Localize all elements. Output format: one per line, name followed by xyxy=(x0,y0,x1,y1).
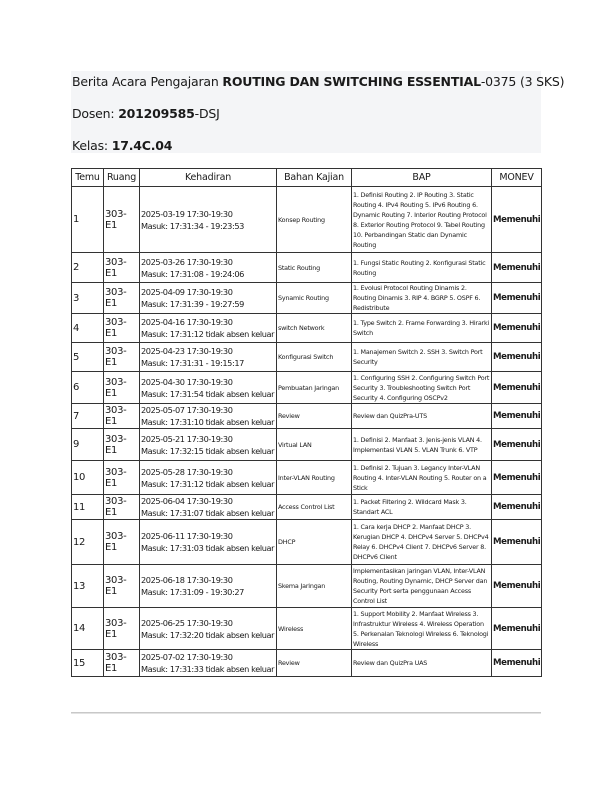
kehadiran-schedule: 2025-03-26 17:30-19:30 xyxy=(141,256,233,267)
title-prefix: Berita Acara Pengajaran xyxy=(72,74,223,89)
cell-bap: Review dan QuizPra-UTS xyxy=(352,404,492,429)
kehadiran-checkin: Masuk: 17:31:54 tidak absen keluar xyxy=(141,388,275,399)
table-row xyxy=(72,520,542,565)
kehadiran-checkin: Masuk: 17:31:09 - 19:30:27 xyxy=(141,587,244,597)
kehadiran-checkin: Masuk: 17:31:31 - 19:15:17 xyxy=(141,358,244,368)
cell-monev: Memenuhi xyxy=(492,343,542,372)
cell-kehadiran xyxy=(140,187,277,253)
cell-ruang: 303-E1 xyxy=(104,650,140,677)
cell-bahan-kajian: DHCP xyxy=(277,520,352,565)
cell-kehadiran xyxy=(140,429,277,461)
class-line xyxy=(72,138,172,153)
cell-bap: 1. Configuring SSH 2. Configuring Switch Port Security 3. Troubleshooting Switch Port Security 4. Configuring OSCPv2 xyxy=(352,372,492,404)
cell-kehadiran xyxy=(140,461,277,495)
kehadiran-schedule: 2025-04-30 17:30-19:30 xyxy=(141,376,233,387)
attendance-table xyxy=(71,168,542,677)
table-row xyxy=(72,461,542,495)
title-line xyxy=(72,74,564,89)
cell-temu: 10 xyxy=(72,461,104,495)
cell-kehadiran xyxy=(140,608,277,650)
kehadiran-schedule: 2025-03-19 17:30-19:30 xyxy=(141,208,233,219)
col-header-monev: MONEV xyxy=(492,169,542,187)
table-row xyxy=(72,253,542,283)
kehadiran-schedule: 2025-05-28 17:30-19:30 xyxy=(141,466,233,477)
cell-temu: 7 xyxy=(72,404,104,429)
footer-divider xyxy=(71,712,541,713)
cell-bap: 1. Evolusi Protocol Routing Dinamis 2. Routing Dinamis 3. RIP 4. BGRP 5. OSPF 6. Redistribute xyxy=(352,283,492,314)
kehadiran-checkin: Masuk: 17:31:12 tidak absen keluar xyxy=(141,329,275,339)
kehadiran-schedule: 2025-04-16 17:30-19:30 xyxy=(141,317,233,327)
cell-monev: Memenuhi xyxy=(492,404,542,429)
cell-bap: Review dan QuizPra UAS xyxy=(352,650,492,677)
cell-temu: 12 xyxy=(72,520,104,565)
cell-temu: 11 xyxy=(72,495,104,520)
cell-bahan-kajian: Skema Jaringan xyxy=(277,565,352,608)
cell-kehadiran xyxy=(140,565,277,608)
cell-bahan-kajian: Synamic Routing xyxy=(277,283,352,314)
kehadiran-schedule: 2025-06-18 17:30-19:30 xyxy=(141,575,233,585)
cell-kehadiran xyxy=(140,372,277,404)
cell-ruang: 303-E1 xyxy=(104,608,140,650)
cell-bap: 1. Support Mobility 2. Manfaat Wireless 3. Infrastruktur Wireless 4. Wireless Operation 5. Perkenalan Teknologi Wireless 6. Teknologi Wireless xyxy=(352,608,492,650)
table-row xyxy=(72,565,542,608)
table-header-row xyxy=(72,169,542,187)
cell-ruang: 303-E1 xyxy=(104,520,140,565)
cell-ruang: 303-E1 xyxy=(104,429,140,461)
class-value: 17.4C.04 xyxy=(111,138,173,153)
table-row xyxy=(72,608,542,650)
kehadiran-checkin: Masuk: 17:31:10 tidak absen keluar xyxy=(141,417,275,427)
lecturer-suffix: -DSJ xyxy=(194,106,220,121)
cell-bahan-kajian: Virtual LAN xyxy=(277,429,352,461)
table-row xyxy=(72,283,542,314)
cell-bahan-kajian: Access Control List xyxy=(277,495,352,520)
table-row xyxy=(72,314,542,343)
kehadiran-schedule: 2025-04-23 17:30-19:30 xyxy=(141,346,233,356)
cell-monev: Memenuhi xyxy=(492,608,542,650)
cell-ruang: 303-E1 xyxy=(104,565,140,608)
kehadiran-checkin: Masuk: 17:31:39 - 19:27:59 xyxy=(141,299,244,309)
kehadiran-schedule: 2025-06-25 17:30-19:30 xyxy=(141,617,233,628)
cell-ruang: 303-E1 xyxy=(104,314,140,343)
course-code: -0375 (3 SKS) xyxy=(480,74,565,89)
cell-temu: 14 xyxy=(72,608,104,650)
kehadiran-checkin: Masuk: 17:32:20 tidak absen keluar xyxy=(141,629,275,640)
cell-monev: Memenuhi xyxy=(492,495,542,520)
cell-monev: Memenuhi xyxy=(492,565,542,608)
kehadiran-checkin: Masuk: 17:31:03 tidak absen keluar xyxy=(141,543,275,553)
cell-monev: Memenuhi xyxy=(492,461,542,495)
lecturer-label: Dosen: xyxy=(72,106,119,121)
cell-bahan-kajian: switch Network xyxy=(277,314,352,343)
cell-bap: 1. Type Switch 2. Frame Forwarding 3. Hirarki Switch xyxy=(352,314,492,343)
cell-ruang: 303-E1 xyxy=(104,461,140,495)
cell-bap: 1. Packet Filtering 2. Wildcard Mask 3. Standart ACL xyxy=(352,495,492,520)
cell-bahan-kajian: Review xyxy=(277,404,352,429)
cell-kehadiran xyxy=(140,283,277,314)
table-row xyxy=(72,404,542,429)
cell-temu: 3 xyxy=(72,283,104,314)
cell-ruang: 303-E1 xyxy=(104,495,140,520)
table-row xyxy=(72,187,542,253)
cell-kehadiran xyxy=(140,314,277,343)
cell-monev: Memenuhi xyxy=(492,650,542,677)
cell-bap: 1. Definisi 2. Tujuan 3. Legancy Inter-VLAN Routing 4. Inter-VLAN Routing 5. Router on a Stick xyxy=(352,461,492,495)
cell-bahan-kajian: Konfigurasi Switch xyxy=(277,343,352,372)
cell-kehadiran xyxy=(140,343,277,372)
cell-kehadiran xyxy=(140,520,277,565)
kehadiran-schedule: 2025-04-09 17:30-19:30 xyxy=(141,287,233,297)
table-row xyxy=(72,429,542,461)
cell-monev: Memenuhi xyxy=(492,283,542,314)
cell-bahan-kajian: Wireless xyxy=(277,608,352,650)
cell-monev: Memenuhi xyxy=(492,314,542,343)
table-row xyxy=(72,372,542,404)
kehadiran-checkin: Masuk: 17:31:08 - 19:24:06 xyxy=(141,268,244,279)
kehadiran-schedule: 2025-06-04 17:30-19:30 xyxy=(141,496,233,506)
col-header-bap: BAP xyxy=(352,169,492,187)
cell-monev: Memenuhi xyxy=(492,520,542,565)
kehadiran-checkin: Masuk: 17:31:34 - 19:23:53 xyxy=(141,220,244,231)
kehadiran-schedule: 2025-06-11 17:30-19:30 xyxy=(141,531,233,541)
cell-bahan-kajian: Static Routing xyxy=(277,253,352,283)
cell-bap: Implementasikan jaringan VLAN, Inter-VLAN Routing, Routing Dynamic, DHCP Server dan Security Port serta penggunaan Access Control List xyxy=(352,565,492,608)
cell-ruang: 303-E1 xyxy=(104,404,140,429)
cell-temu: 4 xyxy=(72,314,104,343)
col-header-ruang: Ruang xyxy=(104,169,140,187)
cell-monev: Memenuhi xyxy=(492,372,542,404)
kehadiran-schedule: 2025-05-07 17:30-19:30 xyxy=(141,405,233,415)
cell-temu: 2 xyxy=(72,253,104,283)
cell-kehadiran xyxy=(140,253,277,283)
table-row xyxy=(72,495,542,520)
cell-bahan-kajian: Konsep Routing xyxy=(277,187,352,253)
cell-ruang: 303-E1 xyxy=(104,343,140,372)
kehadiran-checkin: Masuk: 17:31:12 tidak absen keluar xyxy=(141,478,275,489)
cell-ruang: 303-E1 xyxy=(104,283,140,314)
cell-bap: 1. Fungsi Static Routing 2. Konfigurasi Static Routing xyxy=(352,253,492,283)
cell-bahan-kajian: Inter-VLAN Routing xyxy=(277,461,352,495)
lecturer-line xyxy=(72,106,220,121)
cell-kehadiran xyxy=(140,650,277,677)
cell-bap: 1. Definisi Routing 2. IP Routing 3. Static Routing 4. IPv4 Routing 5. IPv6 Routing 6. Dynamic Routing 7. Interior Routing Protocol 8. Exterior Routing Protocol 9. Tabel Routing 10. Perbandingan Static dan Dynamic Routing xyxy=(352,187,492,253)
cell-kehadiran xyxy=(140,495,277,520)
cell-monev: Memenuhi xyxy=(492,187,542,253)
col-header-bahan-kajian: Bahan Kajian xyxy=(277,169,352,187)
cell-temu: 15 xyxy=(72,650,104,677)
cell-bap: 1. Definisi 2. Manfaat 3. Jenis-jenis VLAN 4. Implementasi VLAN 5. VLAN Trunk 6. VTP xyxy=(352,429,492,461)
lecturer-id: 201209585 xyxy=(118,106,195,121)
kehadiran-checkin: Masuk: 17:31:07 tidak absen keluar xyxy=(141,508,275,518)
table-row xyxy=(72,343,542,372)
cell-bahan-kajian: Review xyxy=(277,650,352,677)
kehadiran-schedule: 2025-05-21 17:30-19:30 xyxy=(141,433,233,444)
document-header xyxy=(71,71,565,153)
table-row xyxy=(72,650,542,677)
col-header-temu: Temu xyxy=(72,169,104,187)
cell-bahan-kajian: Pembuatan Jaringan xyxy=(277,372,352,404)
course-name: ROUTING DAN SWITCHING ESSENTIAL xyxy=(222,74,481,89)
cell-temu: 9 xyxy=(72,429,104,461)
cell-temu: 5 xyxy=(72,343,104,372)
cell-bap: 1. Manajemen Switch 2. SSH 3. Switch Port Security xyxy=(352,343,492,372)
class-label: Kelas: xyxy=(72,138,112,153)
kehadiran-schedule: 2025-07-02 17:30-19:30 xyxy=(141,652,233,662)
col-header-kehadiran: Kehadiran xyxy=(140,169,277,187)
cell-ruang: 303-E1 xyxy=(104,187,140,253)
cell-ruang: 303-E1 xyxy=(104,253,140,283)
cell-bap: 1. Cara kerja DHCP 2. Manfaat DHCP 3. Kerugian DHCP 4. DHCPv4 Server 5. DHCPv4 Relay 6. DHCPv4 Client 7. DHCPv6 Server 8. DHCPv6 Client xyxy=(352,520,492,565)
cell-kehadiran xyxy=(140,404,277,429)
cell-monev: Memenuhi xyxy=(492,253,542,283)
cell-ruang: 303-E1 xyxy=(104,372,140,404)
cell-temu: 1 xyxy=(72,187,104,253)
cell-monev: Memenuhi xyxy=(492,429,542,461)
cell-temu: 13 xyxy=(72,565,104,608)
kehadiran-checkin: Masuk: 17:32:15 tidak absen keluar xyxy=(141,445,275,456)
cell-temu: 6 xyxy=(72,372,104,404)
kehadiran-checkin: Masuk: 17:31:33 tidak absen keluar xyxy=(141,664,275,674)
